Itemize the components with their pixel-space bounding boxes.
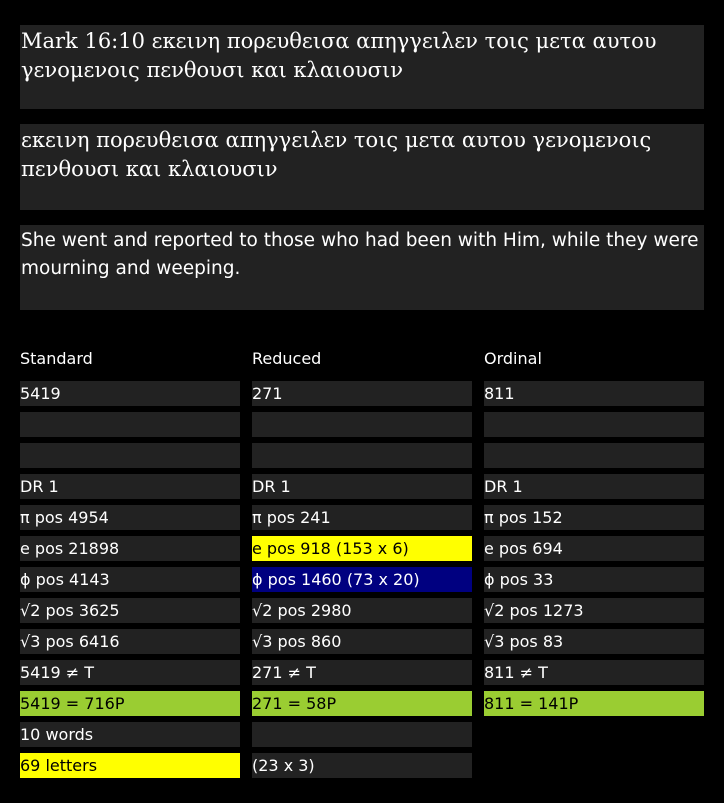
value-cell: DR 1 [484, 474, 704, 499]
value-cell: 5419 [20, 381, 240, 406]
value-cell: 811 [484, 381, 704, 406]
value-cell: DR 1 [20, 474, 240, 499]
value-cell: π pos 241 [252, 505, 472, 530]
value-cell: 69 letters [20, 753, 240, 778]
value-cell: 5419 = 716P [20, 691, 240, 716]
value-cell: (23 x 3) [252, 753, 472, 778]
column-reduced [252, 349, 472, 784]
value-cell [484, 443, 704, 468]
value-cell [252, 412, 472, 437]
value-cell: ϕ pos 4143 [20, 567, 240, 592]
column-header: Ordinal [484, 349, 542, 368]
value-cell: √3 pos 83 [484, 629, 704, 654]
greek-text-box [20, 124, 704, 210]
value-cell: √2 pos 3625 [20, 598, 240, 623]
value-cell: 271 = 58P [252, 691, 472, 716]
column-ordinal [484, 349, 704, 722]
value-cell: 271 [252, 381, 472, 406]
value-cell: √3 pos 6416 [20, 629, 240, 654]
column-header: Reduced [252, 349, 322, 368]
column-standard [20, 349, 240, 784]
english-translation: She went and reported to those who had been with Him, while they were mourning and weeping. [21, 230, 699, 279]
value-cell: e pos 21898 [20, 536, 240, 561]
value-cell: DR 1 [252, 474, 472, 499]
value-cell: 271 ≠ T [252, 660, 472, 685]
value-cell: e pos 918 (153 x 6) [252, 536, 472, 561]
value-cell [252, 722, 472, 747]
value-cell: 10 words [20, 722, 240, 747]
value-cell [20, 412, 240, 437]
value-cell: 5419 ≠ T [20, 660, 240, 685]
value-cell [20, 443, 240, 468]
value-cell: ϕ pos 1460 (73 x 20) [252, 567, 472, 592]
value-cell: π pos 152 [484, 505, 704, 530]
value-cell: ϕ pos 33 [484, 567, 704, 592]
value-cell [252, 443, 472, 468]
english-translation-box [20, 225, 704, 310]
value-cell: 811 ≠ T [484, 660, 704, 685]
greek-text: εκεινη πορευθεισα απηγγειλεν τοις μετα αυτου γενομενοις πενθουσι και κλαιουσιν [21, 128, 652, 181]
value-cell: √3 pos 860 [252, 629, 472, 654]
value-cell: e pos 694 [484, 536, 704, 561]
value-cell: √2 pos 1273 [484, 598, 704, 623]
value-cell: √2 pos 2980 [252, 598, 472, 623]
value-cell [484, 412, 704, 437]
value-cell: π pos 4954 [20, 505, 240, 530]
verse-title-text: Mark 16:10 εκεινη πορευθεισα απηγγειλεν τοις μετα αυτου γενομενοις πενθουσι και κλαιουσιν [21, 29, 657, 82]
column-header: Standard [20, 349, 93, 368]
verse-title [20, 25, 704, 109]
value-cell: 811 = 141P [484, 691, 704, 716]
